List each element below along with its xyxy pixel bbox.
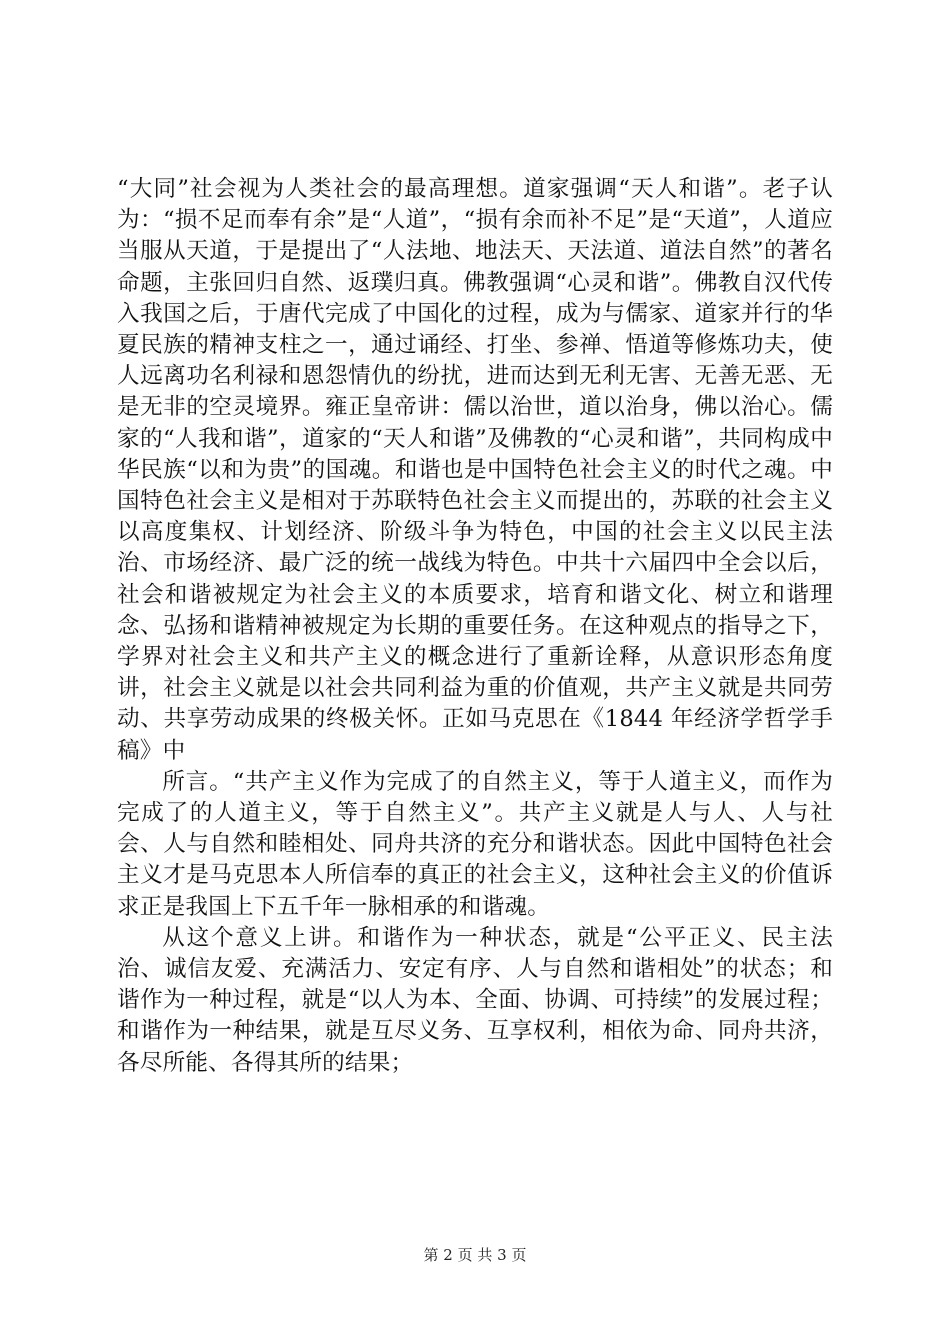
page-total: 共 3 页 (477, 1246, 527, 1264)
paragraph-3: 从这个意义上讲。和谐作为一种状态，就是“公平正义、民主法治、诚信友爱、充满活力、安定有序、人与自然和谐相处”的状态；和谐作为一种过程，就是“以人为本、全面、协调、可持续”的发展过程；和谐作为一种结果，就是互尽义务、互享权利，相依为命、同舟共济，各尽所能、各得其所的结果； (117, 924, 834, 1076)
page-footer (0, 1244, 950, 1265)
paragraph-2: 所言。“共产主义作为完成了的自然主义，等于人道主义，而作为完成了的人道主义，等于自然主义”。共产主义就是人与人、人与社会、人与自然和睦相处、同舟共济的充分和谐状态。因此中国特色社会主义才是马克思本人所信奉的真正的社会主义，这种社会主义的价值诉求正是我国上下五千年一脉相承的和谐魂。 (117, 768, 833, 920)
page-number: 第 2 页 (423, 1246, 473, 1264)
document-body (117, 174, 833, 1079)
paragraph-1: “大同”社会视为人类社会的最高理想。道家强调“天人和谐”。老子认为：“损不足而奉有余”是“人道”，“损有余而补不足”是“天道”，人道应当服从天道，于是提出了“人法地、地法天、天法道、道法自然”的著名命题，主张回归自然、返璞归真。佛教强调“心灵和谐”。佛教自汉代传入我国之后，于唐代完成了中国化的过程，成为与儒家、道家并行的华夏民族的精神支柱之一，通过诵经、打坐、参禅、悟道等修炼功夫，使人远离功名利禄和恩怨情仇的纷扰，进而达到无利无害、无善无恶、无是无非的空灵境界。雍正皇帝讲：儒以治世，道以治身，佛以治心。儒家的“人我和谐”，道家的“天人和谐”及佛教的“心灵和谐”，共同构成中华民族“以和为贵”的国魂。和谐也是中国特色社会主义的时代之魂。中国特色社会主义是相对于苏联特色社会主义而提出的，苏联的社会主义以高度集权、计划经济、阶级斗争为特色，中国的社会主义以民主法治、市场经济、最广泛的统一战线为特色。中共十六届四中全会以后，社会和谐被规定为社会主义的本质要求，培育和谐文化、树立和谐理念、弘扬和谐精神被规定为长期的重要任务。在这种观点的指导之下，学界对社会主义和共产主义的概念进行了重新诠释，从意识形态角度讲，社会主义就是以社会共同利益为重的价值观，共产主义就是共同劳动、共享劳动成果的终极关怀。正如马克思在《1844 年经济学哲学手稿》中 (117, 176, 833, 764)
